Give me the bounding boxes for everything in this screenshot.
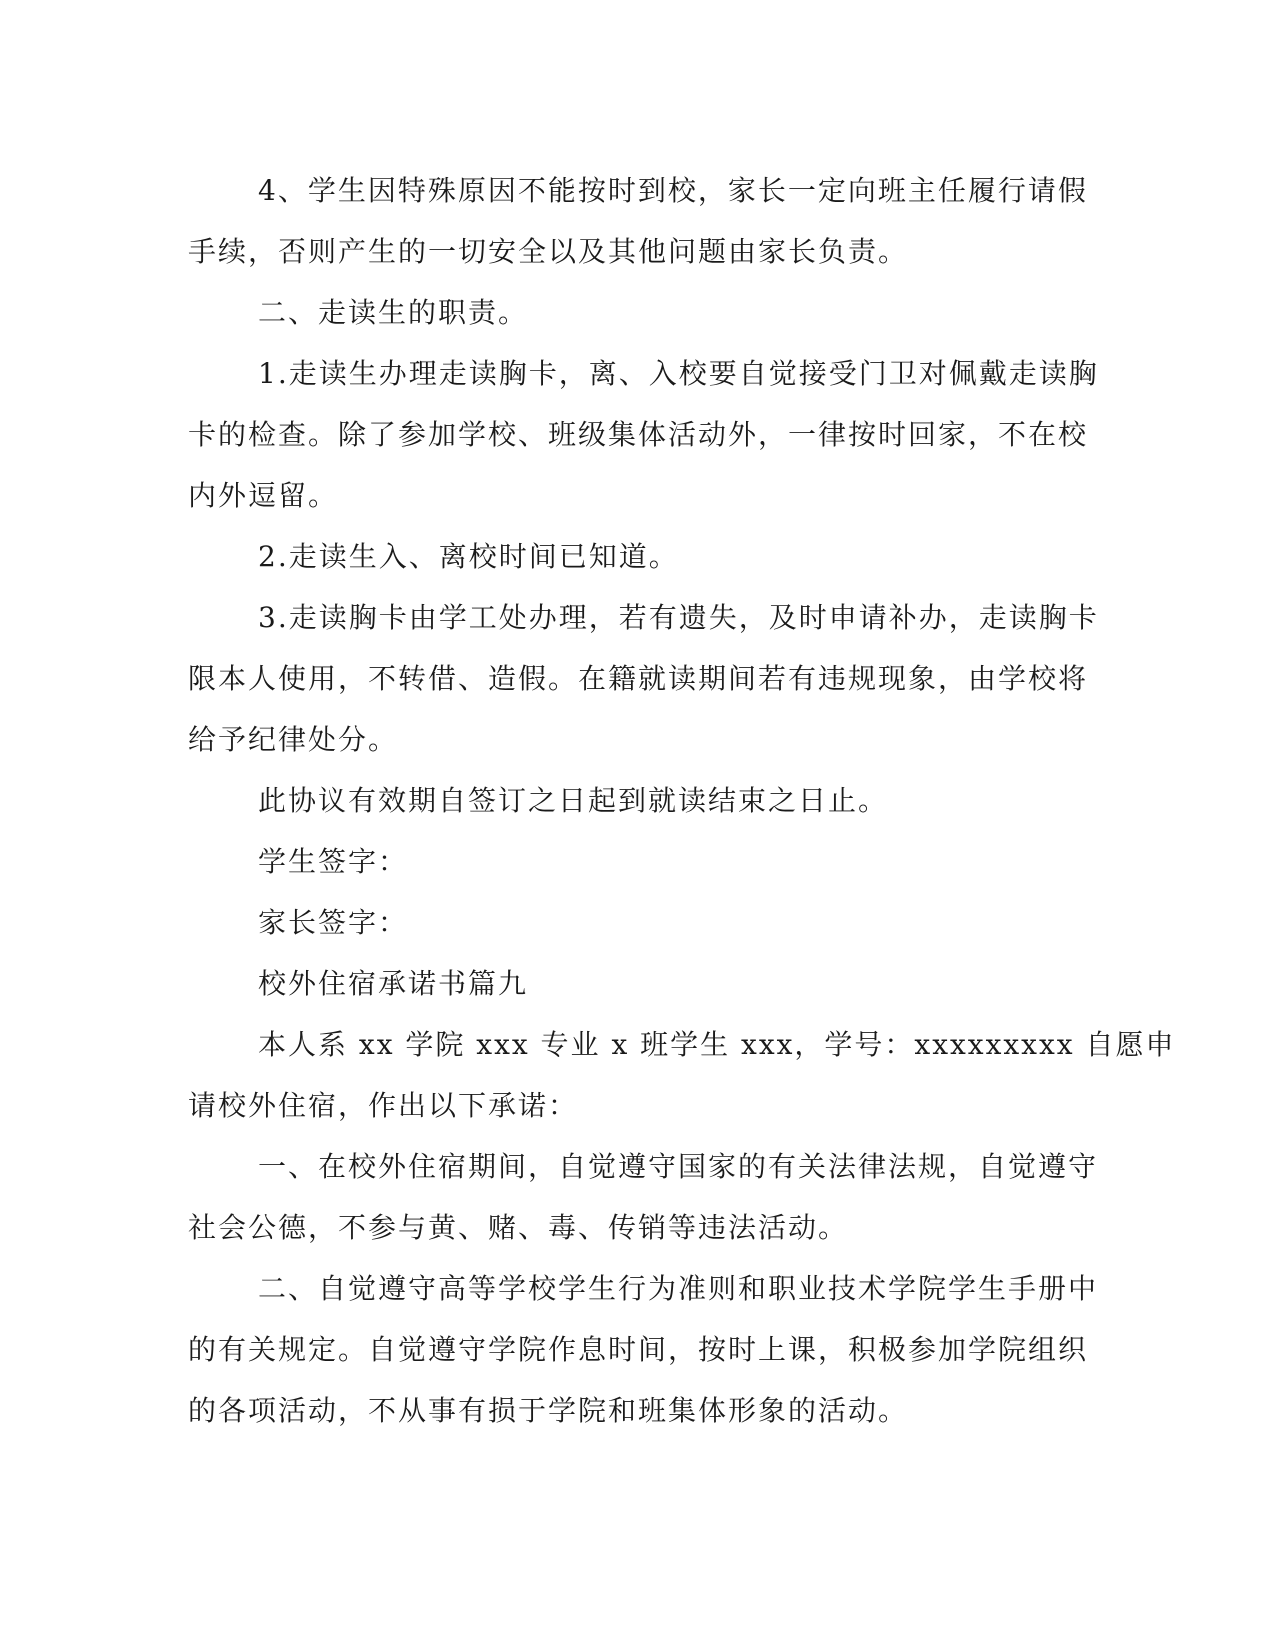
- line-16: 请校外住宿，作出以下承诺：: [188, 1089, 579, 1122]
- parent-signature-line: 家长签字：: [258, 906, 409, 939]
- line-8: 3.走读胸卡由学工处办理，若有遗失，及时申请补办，走读胸卡: [258, 601, 1099, 634]
- line-19: 二、自觉遵守高等学校学生行为准则和职业技术学院学生手册中: [258, 1272, 1099, 1305]
- line-7: 2.走读生入、离校时间已知道。: [258, 540, 679, 573]
- line-9: 限本人使用，不转借、造假。在籍就读期间若有违规现象，由学校将: [188, 662, 1089, 695]
- line-6: 内外逗留。: [188, 479, 339, 512]
- document-body: [188, 160, 1176, 1441]
- line-15: 本人系 xx 学院 xxx 专业 x 班学生 xxx，学号：xxxxxxxxx 自愿申: [258, 1028, 1176, 1061]
- student-signature-line: 学生签字：: [258, 845, 409, 878]
- line-5: 卡的检查。除了参加学校、班级集体活动外，一律按时回家，不在校: [188, 418, 1089, 451]
- section-title: 校外住宿承诺书篇九: [258, 967, 529, 1000]
- line-4: 1.走读生办理走读胸卡，离、入校要自觉接受门卫对佩戴走读胸: [258, 357, 1099, 390]
- line-1: 4、学生因特殊原因不能按时到校，家长一定向班主任履行请假: [258, 174, 1088, 207]
- line-20: 的有关规定。自觉遵守学院作息时间，按时上课，积极参加学院组织: [188, 1333, 1089, 1366]
- line-10: 给予纪律处分。: [188, 723, 399, 756]
- line-18: 社会公德，不参与黄、赌、毒、传销等违法活动。: [188, 1211, 849, 1244]
- line-3: 二、走读生的职责。: [258, 296, 529, 329]
- line-17: 一、在校外住宿期间，自觉遵守国家的有关法律法规，自觉遵守: [258, 1150, 1099, 1183]
- line-2: 手续，否则产生的一切安全以及其他问题由家长负责。: [188, 235, 909, 268]
- line-11: 此协议有效期自签订之日起到就读结束之日止。: [258, 784, 889, 817]
- line-21: 的各项活动，不从事有损于学院和班集体形象的活动。: [188, 1394, 909, 1427]
